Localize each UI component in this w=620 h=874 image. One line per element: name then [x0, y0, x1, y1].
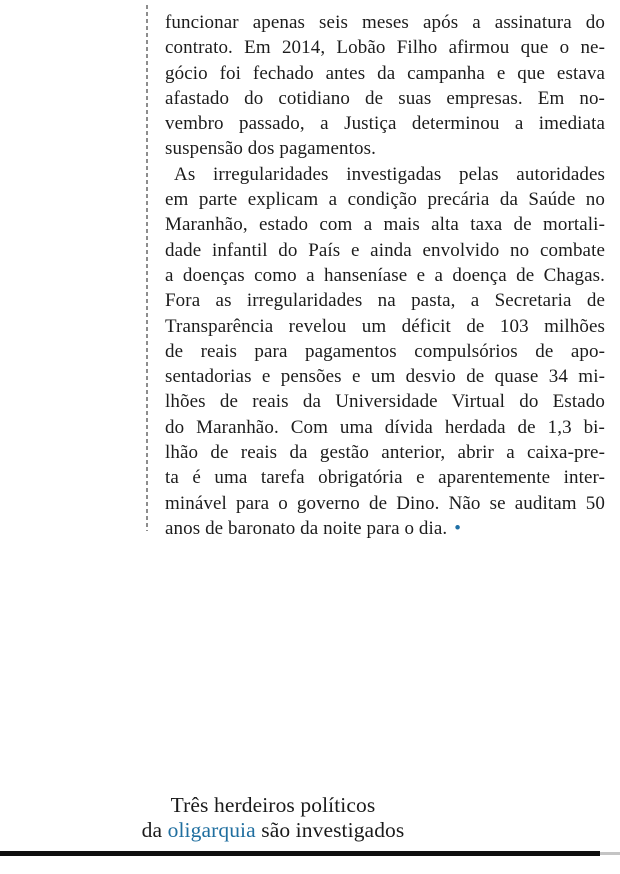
article-line: [165, 187, 605, 212]
article-line: [165, 465, 605, 490]
article-line-text: do Maranhão. Com uma dívida herdada de 1,3 bi-: [165, 416, 605, 438]
article-line: [165, 314, 605, 339]
article-line: [165, 35, 605, 60]
article-line-text: As irregularidades investigadas pelas autoridades: [174, 163, 605, 185]
article-line-text: afastado do cotidiano de suas empresas. Em no-: [165, 87, 605, 109]
article-line: [165, 86, 605, 111]
article-line-text: Maranhão, estado com a mais alta taxa de mortali-: [165, 214, 605, 236]
article-line: [165, 389, 605, 414]
article-line: [165, 10, 605, 35]
article-line: [165, 162, 605, 187]
article-line: [165, 238, 605, 263]
article-line: [165, 440, 605, 465]
article-line: [165, 288, 605, 313]
headline-text-pre: da: [141, 818, 168, 842]
next-article-headline: [53, 793, 493, 843]
article-line-text: sentadorias e pensões e um desvio de quase 34 mi-: [165, 366, 605, 388]
article-line-text: vembro passado, a Justiça determinou a imediata: [165, 113, 605, 135]
article-line: [165, 111, 605, 136]
article-line-text: lhões de reais da Universidade Virtual do Estado: [165, 391, 605, 413]
article-line-text: Fora as irregularidades na pasta, a Secretaria de: [165, 290, 605, 312]
article-line: [165, 415, 605, 440]
column-divider-rule: [146, 5, 148, 531]
article-line-text: em parte explicam a condição precária da Saúde no: [165, 189, 605, 211]
article-line-text: dade infantil do País e ainda envolvido no combate: [165, 239, 605, 261]
article-line-text: a doenças como a hanseníase e a doença de Chagas.: [165, 264, 605, 286]
article-line-text: Transparência revelou um déficit de 103 milhões: [165, 315, 605, 337]
article-line: [165, 339, 605, 364]
oligarquia-link[interactable]: oligarquia: [167, 818, 256, 842]
article-line-text: gócio foi fechado antes da campanha e que estava: [165, 62, 605, 84]
article-text-column: [165, 10, 605, 541]
article-line-text: contrato. Em 2014, Lobão Filho afirmou que o ne-: [165, 37, 605, 59]
article-line-text: minável para o governo de Dino. Não se auditam 50: [165, 492, 605, 514]
article-line: [165, 212, 605, 237]
article-line: [165, 364, 605, 389]
article-line: [165, 491, 605, 516]
article-line-text: suspensão dos pagamentos.: [165, 138, 376, 160]
article-line: [165, 516, 605, 541]
article-line-text: anos de baronato da noite para o dia.: [165, 517, 448, 539]
article-line-text: lhão de reais da gestão anterior, abrir a caixa-pre-: [165, 442, 605, 464]
headline-text-post: são investigados: [255, 818, 405, 842]
headline-line-2: [53, 818, 493, 843]
article-line-text: ta é uma tarefa obrigatória e aparentemente inter-: [165, 467, 605, 489]
article-line: [165, 61, 605, 86]
headline-line-1: [53, 793, 493, 818]
article-line: [165, 136, 605, 161]
article-line-text: funcionar apenas seis meses após a assinatura do: [165, 12, 605, 33]
article-line: [165, 263, 605, 288]
page-bottom-rule-tail: [600, 852, 620, 855]
article-line-text: de reais para pagamentos compulsórios de apo-: [165, 340, 605, 362]
end-of-article-bullet-icon: •: [454, 517, 462, 539]
page-bottom-rule: [0, 851, 600, 856]
headline-text: Três herdeiros políticos: [170, 793, 376, 817]
